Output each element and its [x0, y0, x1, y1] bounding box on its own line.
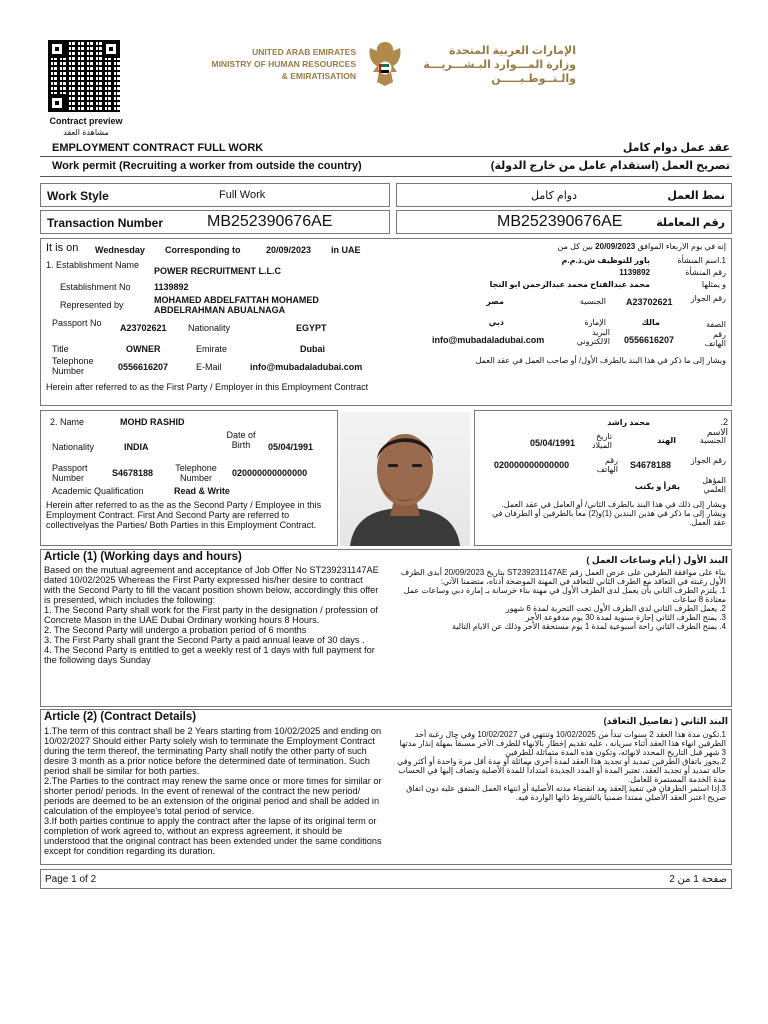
article-1-title-en: Article (1) (Working days and hours) [44, 551, 242, 563]
dob-label-p2: Date of Birth [226, 430, 256, 450]
telephone-p1: 0556616207 [118, 362, 169, 372]
transaction-number-ar: MB252390676AE [497, 213, 623, 230]
page-number-ar: صفحة 1 من 2 [669, 874, 727, 885]
establishment-no-label: Establishment No [60, 282, 131, 292]
name-label-p2: 2. Name [50, 417, 85, 427]
nationality-label-p2: Nationality [52, 442, 95, 452]
it-is-on: It is on [46, 242, 79, 254]
telephone-label-p2: Telephone Number [175, 463, 217, 483]
employee-photo [340, 412, 470, 546]
telephone-label-p1-ar: رقم الهاتف [704, 330, 726, 348]
first-party-note-ar: ويشار إلى ما ذكر في هذا البند بالطرف الأول/ أو صاحب العمل في عقد العمل [475, 356, 726, 365]
article-2-title-en: Article (2) (Contract Details) [44, 711, 197, 723]
emirate-p1-ar: دبي [488, 318, 504, 327]
qr-code [48, 40, 120, 112]
email-label-p1-ar: البريد الالكتروني [576, 328, 610, 346]
contract-title-en: EMPLOYMENT CONTRACT FULL WORK [52, 142, 264, 154]
second-party-note-ar: ويشار إلى ذلك في هذا البند بالطرف الثاني/ أو العامل في عقد العمل. ويشار إلى ما ذكر في هذين البندين (1)و(2) معاً بالطرفين أو الطرفان في عقد العمل. [491, 500, 726, 527]
article-2-title-ar: البند الثاني ( تفاصيل التعاقد) [603, 716, 728, 726]
page-footer [40, 869, 732, 889]
emirate-label-p1-ar: الإمارة [584, 318, 606, 327]
passport-p1: A23702621 [120, 323, 167, 333]
nationality-label-p2-ar: الجنسية [699, 436, 726, 445]
contract-title-ar: عقد عمل دوام كامل [622, 142, 730, 154]
nationality-label-p1-ar: الجنسية [579, 297, 606, 306]
nationality-p2: INDIA [124, 442, 149, 452]
title-p1-ar: مالك [641, 318, 660, 327]
qualification-label-p2-ar: المؤهل العلمي [702, 476, 726, 494]
title-label-p1-ar: الصفة [706, 320, 726, 329]
in-uae-label: in UAE [331, 245, 361, 255]
work-style-value-ar: دوام كامل [531, 190, 577, 202]
passport-p2: S4678188 [112, 468, 154, 478]
article-1-body-en: Based on the mutual agreement and acceptance of Job Offer No ST239231147AE dated 10/02/2025 Whereas the First Party expressed his/her desire to contract with the Second Party to fill the vacant position shown below, accordingly this offer is presented, which includes the following: 1. The Second Party shall work for the First party in the designation / profession of Concrete Mason in the UAE Dubai Ordinary working hours 8 Hours. 2. The Second Party will undergo a probation period of 6 months 3. The First Party shall grant the Second Party a paid annual leave of 30 days . 4. The Second Party is entitled to get a weekly rest of 1 days with full payment for the following days Sunday [44, 565, 379, 665]
work-style-box-en [40, 183, 390, 207]
preview-label-en: Contract preview [49, 116, 123, 126]
establishment-no: 1139892 [154, 282, 189, 292]
title-p1: OWNER [126, 344, 161, 354]
email-p1: info@mubadaladubai.com [250, 362, 363, 372]
transaction-box-ar [396, 210, 732, 234]
page-number-en: Page 1 of 2 [45, 874, 97, 885]
nationality-p1-ar: مصر [486, 297, 504, 306]
transaction-label: Transaction Number [47, 216, 164, 230]
emirate-label-p1: Emirate [196, 344, 228, 354]
contract-date: 20/09/2023 [266, 245, 312, 255]
work-permit-ar: تصريح العمل (استقدام عامل من خارج الدولة) [490, 160, 730, 172]
work-permit-en: Work permit (Recruiting a worker from outside the country) [52, 160, 362, 172]
title-label-p1: Title [52, 344, 69, 354]
establishment-name-label-ar: 1.اسم المنشأة [677, 256, 726, 265]
represented-by-label-ar: و يمثلها [701, 280, 726, 289]
ministry-name-ar: الإمارات العربية المتحدة وزارة المـــوارد البـشـــريـــة والـتــوطـيـــــن [423, 45, 576, 85]
transaction-label-ar: رقم المعاملة [656, 217, 725, 229]
telephone-p2-ar: 020000000000000 [494, 460, 570, 470]
ministry-name-en: UNITED ARAB EMIRATES MINISTRY OF HUMAN RESOURCES & EMIRATISATION [211, 47, 356, 81]
nationality-p2-ar: الهند [657, 436, 676, 445]
preview-label-ar: مشاهدة العقد [63, 128, 109, 137]
passport-label-p1-ar: رقم الجواز [690, 294, 726, 303]
nationality-label-p1: Nationality [188, 323, 231, 333]
dob-p2: 05/04/1991 [268, 442, 314, 452]
email-p1-ar: info@mubadaladubai.com [432, 335, 545, 345]
title-divider [40, 156, 732, 157]
it-is-on-ar: إنه في يوم الاربعاء الموافق 20/09/2023 بين كل من [557, 242, 726, 251]
permit-divider [40, 176, 732, 177]
transaction-number: MB252390676AE [207, 213, 333, 230]
name-label-p2-ar: 2. الاسم [706, 417, 728, 437]
represented-by-label: Represented by [60, 300, 124, 310]
article-1-body-ar: بناء على موافقة الطرفين على عرض العمل رقم ST239231147AE بتاريخ 20/09/2023 أبدى الطرف الأول رغبته في التعاقد مع الطرف الثاني للتعاقد في المهنة الموضحة أدناه، متضمنا الآتي: 1. يلتزم الطرف الثاني بأن يعمل لدى الطرف الأول في مهنة بناء خرسانة بـ إمارة دبي وساعات عمل معتادة 8 ساعات 2. يعمل الطرف الثاني لدى الطرف الأول تحت التجربة لمدة 6 شهور 3. يمنح الطرف الثاني إجازة سنوية لمدة 30 يوم مدفوعة الأجر 4. يمنح الطرف الثاني راحة أسبوعية لمدة 1 يوم مستحقة الأجر وذلك عن الايام التالية [400, 568, 726, 631]
representative-name: MOHAMED ABDELFATTAH MOHAMED ABDELRAHMAN ABUALNAGA [154, 295, 319, 315]
qualification-label-p2: Academic Qualification [52, 486, 144, 496]
establishment-no-label-ar: رقم المنشأة [685, 268, 726, 277]
passport-p2-ar: S4678188 [630, 460, 672, 470]
establishment-name: POWER RECRUITMENT L.L.C [154, 266, 281, 276]
telephone-p2: 020000000000000 [232, 468, 308, 478]
emirate-p1: Dubai [300, 344, 326, 354]
telephone-p1-ar: 0556616207 [624, 335, 675, 345]
passport-label-p2-ar: رقم الجواز [690, 456, 726, 465]
article-2-body-ar: 1.تكون مدة هذا العقد 2 سنوات تبدأ من 10/02/2025 وتنتهي في 10/02/2027 وفي حال رغبة أحد الطرفين انهاء هذا العقد أثناء سريانه ، عليه تقديم إخطار بالانهاء للطرف الآخر مسبقاً بمهلة إنذار مدتها 3 شهر قبل التاريخ المحدد لانهائه، وتكون هذه المدة متماثلة للطرفين 2.يجوز باتفاق الطرفين تمديد أو تجديد هذا العقد لمدة أخرى مماثلة أو مدة أقل مرة واحدة أو أكثر وفي حالة تمديد أو تجديد العقد، تعتبر المدة أو المدد الجديدة امتداداً للمدة الأصلية وتضاف إليها في الحساب مدة الخدمة المستمرة للعامل. 3.إذا استمر الطرفان في تنفيذ العقد بعد انقضاء مدته الأصلية أو انتهاء العمل المتفق عليه دون اتفاق صريح اعتبر العقد الأصلي ممتداً ضمنياً بالشروط ذاتها الواردة فيه. [397, 730, 726, 802]
name-p2-ar: محمد راشد [607, 418, 650, 427]
telephone-label-p2-ar: رقم الهاتف [596, 456, 618, 474]
work-style-value: Full Work [219, 189, 266, 201]
qualification-p2-ar: يقرأ و يكتب [634, 482, 680, 491]
name-p2: MOHD RASHID [120, 417, 185, 427]
email-label-p1: E-Mail [196, 362, 222, 372]
establishment-no-ar: 1139892 [619, 268, 650, 277]
passport-label-p2: Passport Number [52, 463, 88, 483]
second-party-note-en: Herein after referred to as the as the Second Party / Employee in this Employment Contract. First And Second Party are referred to collectivelyas the Parties/ Both Parties in this Employment Contract. [46, 500, 322, 530]
qualification-p2: Read & Write [174, 486, 230, 496]
nationality-p1: EGYPT [296, 323, 327, 333]
establishment-name-label: 1. Establishment Name [46, 260, 140, 270]
uae-emblem-icon [364, 38, 406, 90]
establishment-name-ar: باور للتوظيف ش.ذ.م.م [561, 256, 650, 265]
dob-label-p2-ar: تاريخ الميلاد [591, 432, 612, 450]
dob-p2-ar: 05/04/1991 [530, 438, 576, 448]
transaction-box-en [40, 210, 390, 234]
corresponding-label: Corresponding to [165, 245, 241, 255]
first-party-note-en: Herein after referred to as the First Party / Employer in this Employment Contract [46, 382, 369, 392]
article-1-title-ar: البند الأول ( أيام وساعات العمل ) [586, 555, 728, 565]
passport-p1-ar: A23702621 [626, 297, 673, 307]
work-style-box-ar [396, 183, 732, 207]
article-2-body-en: 1.The term of this contract shall be 2 Years starting from 10/02/2025 and ending on 10/02/2027 Should either Party solely wish to terminate the Employment Contract during the term thereof, the terminating Party shall notify the other party of such desire 3 month as a prior notice before the determined date of termination. Such period shall be similar for both parties. 2.The Parties to the contract may renew the same once or more times for similar or shorter period/ periods. In the event of renewal of the contract the new period/ periods are deemed to be an extension of the original period and shall be added in calculation of the employee's total period of service. 3.If both parties continue to apply the contract after the lapse of its original term or completion of work agreed to, without an express agreement, it should be understood that the original contract has been extended under the same conditions except for condition regarding its duration. [44, 726, 382, 856]
work-style-label: Work Style [47, 189, 109, 203]
telephone-label-p1: Telephone Number [52, 356, 94, 376]
passport-label-p1: Passport No [52, 318, 102, 328]
work-style-label-ar: نمط العمل [667, 190, 725, 202]
representative-name-ar: محمد عبدالفتاح محمد عبدالرحمن ابو النجا [489, 280, 650, 289]
contract-day: Wednesday [95, 245, 145, 255]
